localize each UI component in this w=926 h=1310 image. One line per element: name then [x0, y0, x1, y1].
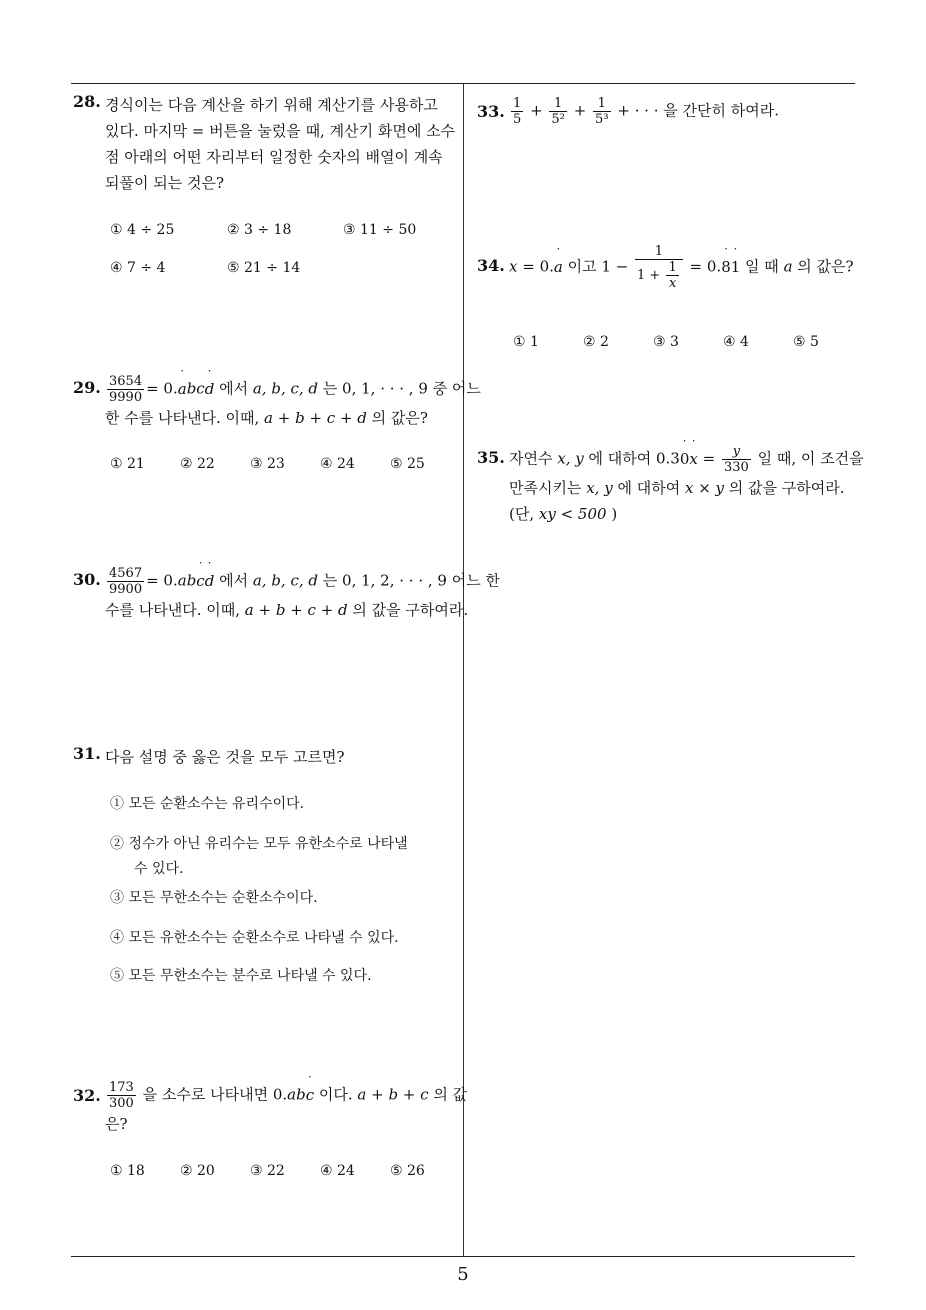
option-3[interactable]: ③ 모든 무한소수는 순환소수이다.	[110, 890, 318, 906]
page-number: 5	[457, 1264, 469, 1285]
question-number: 29.	[73, 378, 101, 397]
text-line: 점 아래의 어떤 자리부터 일정한 숫자의 배열이 계속	[105, 148, 443, 166]
option-1[interactable]: ① 모든 순환소수는 유리수이다.	[110, 796, 305, 812]
choice-5[interactable]: ⑤ 5	[793, 334, 819, 350]
fraction: $\frac{y}{330}$	[724, 444, 749, 475]
text-line: 되풀이 되는 것은?	[105, 174, 225, 192]
question-number: 30.	[73, 570, 101, 589]
question-33	[477, 96, 857, 127]
choice-1[interactable]: ① 21	[110, 456, 145, 472]
repeating-dot: ˙ d	[205, 376, 215, 402]
text-line: 있다. 마지막 = 버튼을 눌렀을 때, 계산기 화면에 소수	[105, 122, 456, 140]
text-line: 자연수 x, y 에 대하여 0.3˙ 0˙ x = $\frac{y}{330}$ 일 때, 이 조건을	[509, 444, 862, 475]
question-text	[105, 1080, 468, 1137]
repeating-dot: ˙ a	[554, 254, 563, 280]
inner-fraction: $\frac{1}{x}$	[668, 260, 677, 291]
question-text	[509, 444, 862, 527]
choice-4[interactable]: ④ 24	[320, 1163, 355, 1179]
text-line: 경식이는 다음 계산을 하기 위해 계산기를 사용하고	[105, 96, 438, 114]
repeating-dot: ˙ a	[178, 376, 187, 402]
question-text: x = 0.˙ a 이고 1 − 1 1 + $\frac{1}{x}$ = 0.˙ 8˙ 1 일 때 a 의 값은?	[509, 244, 857, 291]
question-30	[73, 566, 500, 623]
repeating-dot: ˙ x	[689, 446, 697, 472]
bottom-rule	[71, 1256, 855, 1257]
fraction: $\frac{4567}{9900}$	[109, 566, 143, 597]
question-34	[477, 244, 857, 291]
question-text	[105, 374, 481, 431]
choice-3[interactable]: ③ 22	[250, 1163, 285, 1179]
repeating-dot: ˙ c	[306, 1082, 314, 1108]
question-29	[73, 374, 481, 431]
option-2[interactable]: ② 정수가 아닌 유리수는 모두 유한소수로 나타낼	[110, 836, 408, 852]
repeating-dot: ˙ d	[205, 568, 215, 594]
question-text	[105, 92, 458, 196]
choice-2[interactable]: ② 2	[583, 334, 609, 350]
question-number: 34.	[477, 256, 505, 275]
question-number: 33.	[477, 102, 505, 121]
question-text: $\frac{1}{5}$ + $\frac{1}{\text{5²}}$ + $\frac{1}{\text{5³}}$ + · · · 을 간단히 하여라.	[513, 96, 779, 127]
fraction: $\frac{1}{\text{5³}}$	[595, 96, 609, 127]
question-number: 35.	[477, 448, 505, 467]
choice-5[interactable]: ⑤ 26	[390, 1163, 425, 1179]
question-text	[105, 566, 500, 623]
question-31	[73, 744, 458, 770]
choice-1[interactable]: ① 1	[513, 334, 539, 350]
option-4[interactable]: ④ 모든 유한소수는 순환소수로 나타낼 수 있다.	[110, 930, 399, 946]
text-line: 만족시키는 x, y 에 대하여 x × y 의 값을 구하여라.	[509, 479, 845, 497]
repeating-dot: ˙ 1	[731, 254, 741, 280]
question-text: 다음 설명 중 옳은 것을 모두 고르면?	[105, 748, 345, 766]
continued-fraction: 1 1 + $\frac{1}{x}$	[635, 244, 683, 291]
choice-3[interactable]: ③ 23	[250, 456, 285, 472]
fraction: $\frac{173}{300}$	[109, 1080, 134, 1111]
choice-2[interactable]: ② 22	[180, 456, 215, 472]
repeating-dot: ˙ 0	[680, 446, 690, 472]
choice-1[interactable]: ① 18	[110, 1163, 145, 1179]
text-line: 은?	[105, 1115, 128, 1133]
question-number: 28.	[73, 92, 101, 111]
text-line: 한 수를 나타낸다. 이때, a + b + c + d 의 값은?	[105, 409, 428, 427]
choice-4[interactable]: ④ 24	[320, 456, 355, 472]
fraction: $\frac{1}{5}$	[513, 96, 522, 127]
text-line: $\frac{3654}{9990}$ = 0.˙ abc˙ d 에서 a, b, c, d 는 0, 1, · · · , 9 중 어느	[105, 374, 458, 405]
choice-1[interactable]: ① 4 ÷ 25	[110, 222, 175, 238]
option-5[interactable]: ⑤ 모든 무한소수는 분수로 나타낼 수 있다.	[110, 968, 372, 984]
text-line: (단, xy < 500 )	[509, 505, 618, 523]
choice-4[interactable]: ④ 4	[723, 334, 749, 350]
question-number: 31.	[73, 744, 101, 763]
choice-4[interactable]: ④ 7 ÷ 4	[110, 260, 166, 276]
choice-5[interactable]: ⑤ 21 ÷ 14	[227, 260, 301, 276]
question-32	[73, 1080, 468, 1137]
choice-2[interactable]: ② 3 ÷ 18	[227, 222, 292, 238]
question-number: 32.	[73, 1086, 101, 1105]
fraction: $\frac{1}{\text{5²}}$	[551, 96, 565, 127]
choice-3[interactable]: ③ 3	[653, 334, 679, 350]
option-2-continued: 수 있다.	[134, 861, 184, 877]
choice-5[interactable]: ⑤ 25	[390, 456, 425, 472]
text-line: $\frac{4567}{9900}$ = 0.ab˙ c˙ d 에서 a, b, c, d 는 0, 1, 2, · · · , 9 어느 한	[105, 566, 458, 597]
text-line: $\frac{173}{300}$ 을 소수로 나타내면 0.ab˙ c 이다. a + b + c 의 값	[105, 1080, 458, 1111]
text-line: 수를 나타낸다. 이때, a + b + c + d 의 값을 구하여라.	[105, 601, 469, 619]
column-divider	[463, 83, 464, 1256]
choice-3[interactable]: ③ 11 ÷ 50	[343, 222, 417, 238]
repeating-dot: ˙ 8	[721, 254, 731, 280]
fraction: $\frac{3654}{9990}$	[109, 374, 143, 405]
question-35	[477, 444, 862, 527]
choice-2[interactable]: ② 20	[180, 1163, 215, 1179]
repeating-dot: ˙ c	[196, 568, 204, 594]
question-28	[73, 92, 458, 196]
